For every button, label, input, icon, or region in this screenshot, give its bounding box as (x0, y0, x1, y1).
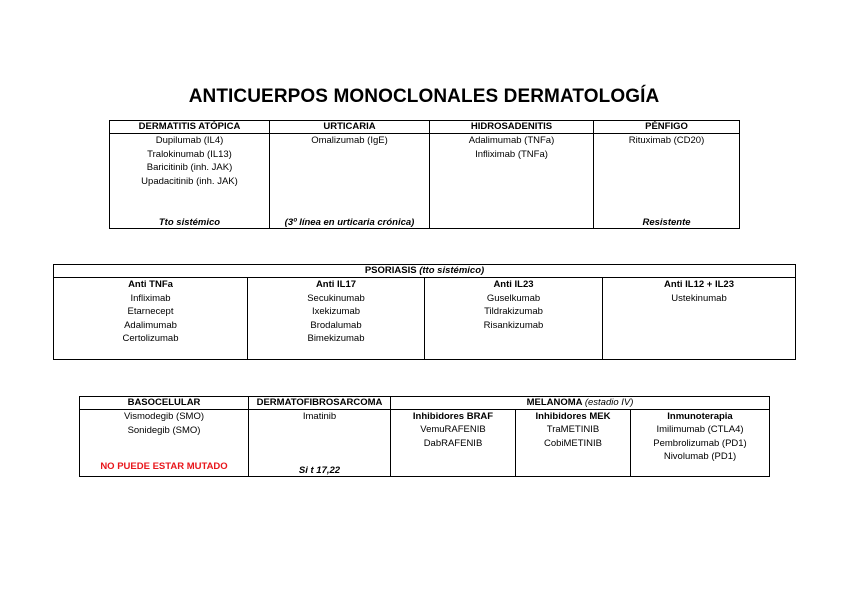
list-item: Bimekizumab (307, 333, 365, 344)
list-item: Sonidegib (SMO) (127, 424, 201, 436)
header-penfigo: PÉNFIGO (594, 121, 740, 134)
list-item: DabRAFENIB (423, 437, 483, 449)
column-title: Anti IL23 (493, 279, 534, 290)
basocelular-warning: NO PUEDE ESTAR MUTADO (100, 461, 228, 472)
cell-dermatitis (110, 134, 270, 229)
cell-mek (516, 423, 631, 477)
column-title: Anti TNFa (128, 279, 173, 290)
psoriasis-note: (tto sistémico) (419, 265, 485, 276)
list-item: Ustekinumab (671, 292, 727, 304)
header-basocelular: BASOCELULAR (80, 397, 249, 410)
list-item: Rituximab (CD20) (628, 135, 705, 146)
list-item: Secukinumab (307, 292, 365, 304)
urticaria-note: (3º línea en urticaria crónica) (284, 217, 415, 228)
melanoma-immuno-title: Inmunoterapia (631, 410, 770, 424)
list-item: Adalimumab (TNFa) (468, 135, 555, 146)
list-item: Certolizumab (122, 333, 179, 344)
cell-dermatofibrosarcoma (249, 410, 391, 477)
list-item: VemuRAFENIB (420, 424, 486, 435)
column-title: Anti IL17 (315, 279, 357, 290)
list-item: Dupilumab (IL4) (155, 135, 224, 146)
cell-anti-tnfa (54, 278, 248, 360)
list-item: Omalizumab (IgE) (311, 135, 388, 146)
list-item: TraMETINIB (546, 424, 600, 435)
dermatitis-note: Tto sistémico (158, 217, 221, 228)
list-item: Risankizumab (483, 319, 544, 331)
list-item: Infliximab (TNFa) (475, 148, 548, 160)
list-item: Tralokinumab (IL13) (147, 148, 232, 160)
cell-anti-il17 (248, 278, 425, 360)
list-item: Etarnecept (127, 306, 174, 317)
melanoma-title: MELANOMA (526, 397, 583, 408)
header-hidrosadenitis: HIDROSADENITIS (430, 121, 594, 134)
cell-anti-il23 (425, 278, 603, 360)
list-item: Guselkumab (486, 292, 541, 304)
melanoma-note: (estadio IV) (584, 397, 634, 408)
oncology-table (79, 396, 770, 477)
list-item: Adalimumab (124, 319, 177, 331)
list-item: Imatinib (302, 411, 337, 422)
list-item: Imilimumab (CTLA4) (656, 424, 744, 435)
list-item: Brodalumab (310, 319, 362, 331)
list-item: Nivolumab (PD1) (663, 451, 737, 462)
list-item: Ixekizumab (311, 306, 361, 317)
page-title: ANTICUERPOS MONOCLONALES DERMATOLOGÍA (188, 86, 660, 107)
cell-hidrosadenitis (430, 134, 594, 229)
melanoma-mek-title: Inhibidores MEK (516, 410, 631, 424)
cell-basocelular (80, 410, 249, 477)
psoriasis-table (53, 264, 796, 360)
header-urticaria: URTICARIA (270, 121, 430, 134)
dermatology-table (109, 120, 740, 229)
penfigo-note: Resistente (642, 217, 691, 228)
cell-urticaria (270, 134, 430, 229)
header-dermatitis-atopica: DERMATITIS ATÓPICA (110, 121, 270, 134)
cell-immunotherapy (631, 423, 770, 477)
psoriasis-title: PSORIASIS (364, 265, 417, 276)
list-item: Infliximab (130, 292, 171, 304)
header-dermatofibrosarcoma: DERMATOFIBROSARCOMA (249, 397, 391, 410)
list-item: CobiMETINIB (543, 437, 603, 449)
header-melanoma (391, 397, 770, 410)
dermato-note: Si t 17,22 (298, 465, 341, 476)
column-title: Anti IL12 + IL23 (664, 279, 734, 290)
psoriasis-header (54, 265, 796, 278)
cell-penfigo (594, 134, 740, 229)
list-item: Upadacitinib (inh. JAK) (141, 175, 238, 187)
list-item: Vismodegib (SMO) (123, 411, 205, 422)
melanoma-braf-title: Inhibidores BRAF (391, 410, 516, 424)
list-item: Pembrolizumab (PD1) (653, 437, 747, 449)
cell-braf (391, 423, 516, 477)
cell-anti-il12-il23 (603, 278, 796, 360)
list-item: Tildrakizumab (484, 306, 543, 317)
list-item: Baricitinib (inh. JAK) (146, 162, 233, 173)
